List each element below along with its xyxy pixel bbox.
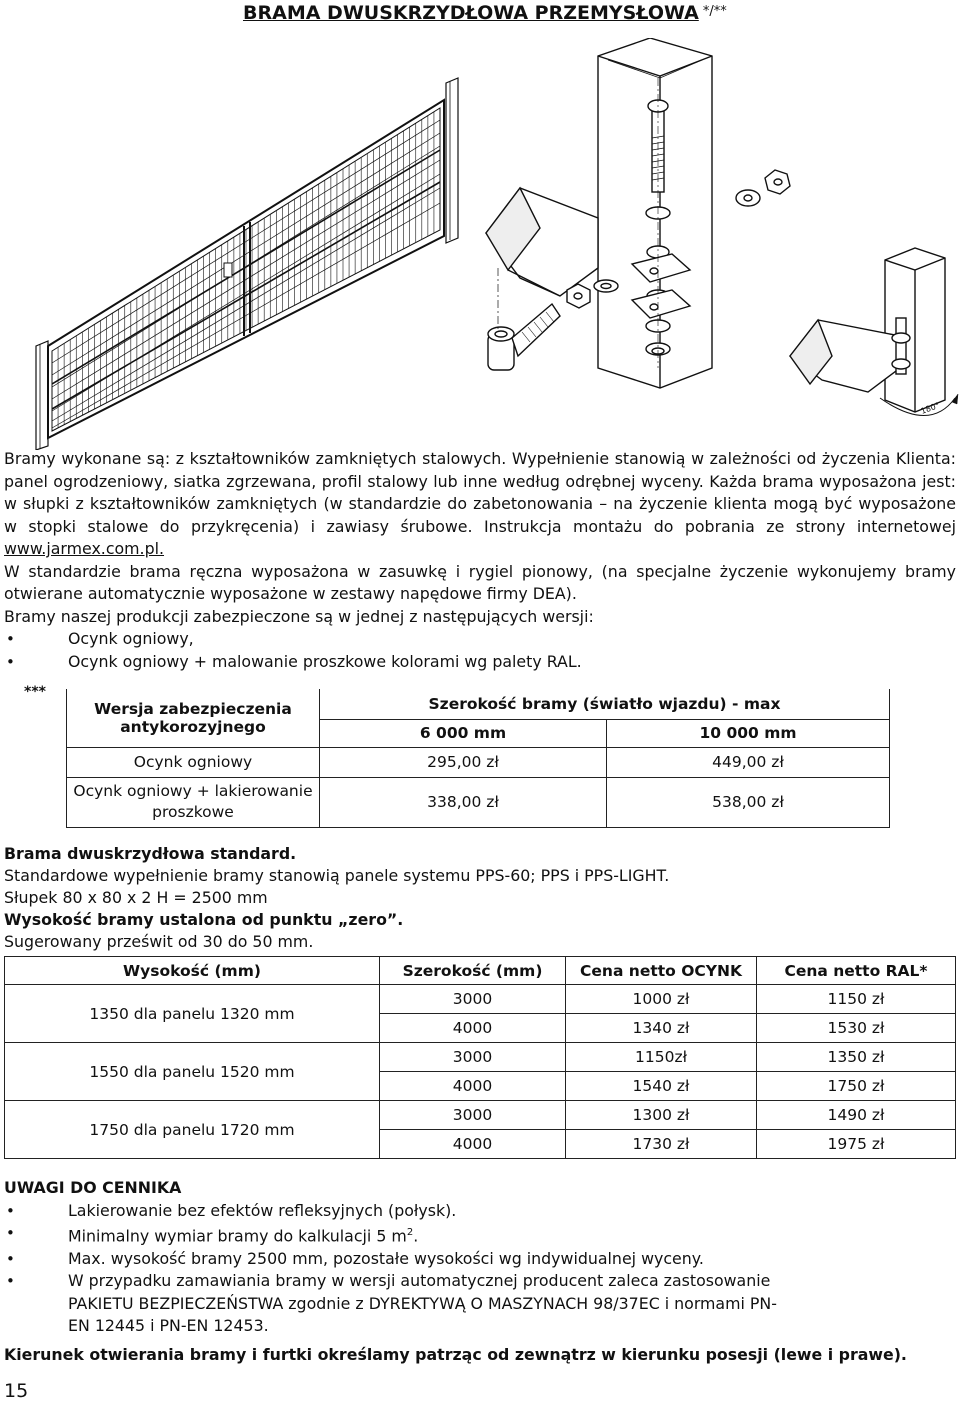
opening-direction-note: Kierunek otwierania bramy i furtki określamy patrząc od zewnątrz w kierunku posesji (lewe i prawe). — [4, 1345, 907, 1364]
standard-line: Wysokość bramy ustalona od punktu „zero”. — [4, 910, 404, 929]
page-number: 15 — [4, 1380, 29, 1402]
height-cell: 1750 dla panelu 1720 mm — [5, 1101, 380, 1159]
table-row — [67, 747, 890, 777]
standard-line: Słupek 80 x 80 x 2 H = 2500 mm — [4, 888, 268, 907]
angle-label: 180° — [919, 400, 941, 416]
row-price-10000: 538,00 zł — [607, 777, 890, 827]
width-cell: 3000 — [380, 985, 566, 1014]
price-ral-cell: 1975 zł — [757, 1130, 956, 1159]
list-item: • Ocynk ogniowy, — [4, 628, 956, 651]
standard-section — [4, 843, 956, 953]
table1-header-width: Szerokość bramy (światło wjazdu) - max — [320, 689, 890, 719]
title-main: BRAMA DWUSKRZYDŁOWA PRZEMYSŁOWA — [243, 2, 699, 24]
price-ral-cell: 1750 zł — [757, 1072, 956, 1101]
list-item: • W przypadku zamawiania bramy w wersji automatycznej producent zaleca zastosowanie PAKIETU BEZPIECZEŃSTWA zgodnie z DYREKTYWĄ O MASZYNACH 98/37EC i normami PN-EN 12445 i PN-EN 12453. — [4, 1270, 796, 1338]
width-cell: 3000 — [380, 1101, 566, 1130]
table1-header-6000: 6 000 mm — [320, 719, 607, 747]
row-price-6000: 338,00 zł — [320, 777, 607, 827]
intro-paragraph — [4, 448, 956, 673]
page-title — [243, 2, 727, 24]
list-item: • Ocynk ogniowy + malowanie proszkowe kolorami wg palety RAL. — [4, 651, 956, 674]
table-row — [5, 1101, 956, 1130]
website-link[interactable]: www.jarmex.com.pl. — [4, 539, 165, 558]
hinge-detail-drawing — [486, 38, 790, 388]
table2-header-price-zinc: Cena netto OCYNK — [566, 957, 757, 985]
width-cell: 4000 — [380, 1130, 566, 1159]
price-zinc-cell: 1300 zł — [566, 1101, 757, 1130]
price-ral-cell: 1350 zł — [757, 1043, 956, 1072]
list-item: • Lakierowanie bez efektów refleksyjnych (połysk). — [4, 1200, 796, 1223]
intro-para3: Bramy naszej produkcji zabezpieczone są w jednej z następujących wersji: — [4, 606, 594, 626]
title-stars: */** — [698, 4, 727, 19]
standard-price-table — [4, 956, 956, 1159]
table-row — [67, 777, 890, 827]
row-price-6000: 295,00 zł — [320, 747, 607, 777]
intro-para1: Bramy wykonane są: z kształtowników zamkniętych stalowych. Wypełnienie stanowią w zależności od życzenia Klienta: panel ogrodzeniowy, siatka zgrzewana, profil stalowy lub inne według odrębnej wyceny. Każda brama wyposażona jest: w słupki z kształtowników zamkniętych (w standardzie do zabetonowania – na życzenie klienta mogą być wyposażone w stopki stalowe do przykręcenia) i zawiasy śrubowe. Instrukcja montażu do pobrania ze strony internetowej — [4, 449, 956, 536]
intro-para2: W standardzie brama ręczna wyposażona w zasuwkę i rygiel pionowy, (na specjalne życzenie wykonujemy bramy otwierane automatycznie wyposażone w zestawy napędowe firmy DEA). — [4, 561, 956, 603]
price-zinc-cell: 1540 zł — [566, 1072, 757, 1101]
table-row — [5, 1043, 956, 1072]
note-text: Minimalny wymiar bramy do kalkulacji 5 m — [68, 1226, 407, 1246]
table2-header-width: Szerokość (mm) — [380, 957, 566, 985]
price-ral-cell: 1530 zł — [757, 1014, 956, 1043]
width-cell: 4000 — [380, 1072, 566, 1101]
list-item: • Max. wysokość bramy 2500 mm, pozostałe wysokości wg indywidualnej wyceny. — [4, 1248, 796, 1271]
note-end: . — [413, 1226, 419, 1246]
notes-heading: UWAGI DO CENNIKA — [4, 1178, 182, 1197]
table2-header-height: Wysokość (mm) — [5, 957, 380, 985]
standard-line: Sugerowany prześwit od 30 do 50 mm. — [4, 932, 314, 951]
table1-marker: *** — [24, 684, 46, 700]
row-price-10000: 449,00 zł — [607, 747, 890, 777]
price-ral-cell: 1490 zł — [757, 1101, 956, 1130]
table-row — [5, 985, 956, 1014]
price-ral-cell: 1150 zł — [757, 985, 956, 1014]
height-cell: 1350 dla panelu 1320 mm — [5, 985, 380, 1043]
note-superscript: 2 — [406, 1227, 414, 1238]
table1-header-version: Wersja zabezpieczenia antykorozyjnego — [67, 689, 320, 747]
gate-illustration — [0, 38, 960, 450]
table2-header-price-ral: Cena netto RAL* — [757, 957, 956, 985]
standard-heading: Brama dwuskrzydłowa standard. — [4, 844, 297, 863]
standard-line: Standardowe wypełnienie bramy stanowią panele systemu PPS-60; PPS i PPS-LIGHT. — [4, 866, 670, 885]
protection-price-table — [66, 689, 890, 828]
row-label: Ocynk ogniowy + lakierowanie proszkowe — [67, 777, 320, 827]
price-zinc-cell: 1000 zł — [566, 985, 757, 1014]
notes-section — [4, 1177, 956, 1338]
width-cell: 3000 — [380, 1043, 566, 1072]
price-zinc-cell: 1150zł — [566, 1043, 757, 1072]
price-zinc-cell: 1730 zł — [566, 1130, 757, 1159]
gate-panel-drawing — [36, 78, 458, 450]
price-zinc-cell: 1340 zł — [566, 1014, 757, 1043]
notes-list — [4, 1200, 956, 1338]
width-cell: 4000 — [380, 1014, 566, 1043]
list-item — [4, 1222, 796, 1248]
row-label: Ocynk ogniowy — [67, 747, 320, 777]
table1-header-10000: 10 000 mm — [607, 719, 890, 747]
protection-list — [4, 628, 956, 673]
hinge-assembled-drawing — [790, 248, 958, 416]
height-cell: 1550 dla panelu 1520 mm — [5, 1043, 380, 1101]
